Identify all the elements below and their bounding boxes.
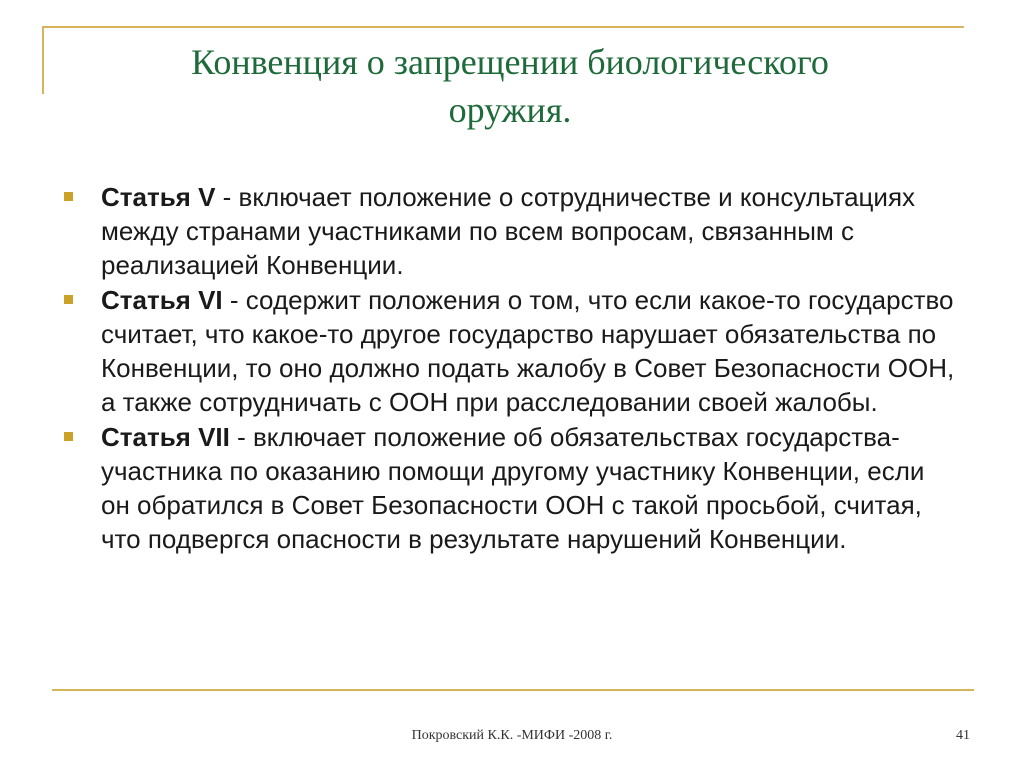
page-number: 41	[956, 728, 970, 743]
bullet-text: - включает положение об обязательствах государства-участника по оказанию помощи другому участнику Конвенции, если он обратился в Совет Безопасности ООН с такой просьбой, считая, что подвергся опасности в результате нарушений Конвенции.	[101, 422, 925, 554]
bullet-label: Статья V	[101, 182, 216, 212]
bullet-item	[60, 283, 960, 419]
bullet-item	[60, 420, 960, 556]
frame-bottom-line	[52, 689, 974, 691]
bullet-label: Статья VII	[101, 422, 230, 452]
slide-title	[60, 38, 960, 134]
bullet-text: - включает положение о сотрудничестве и консультациях между странами участниками по всем вопросам, связанным с реализацией Конвенции.	[101, 182, 916, 280]
title-line-1: Конвенция о запрещении биологического	[191, 42, 829, 82]
bullet-list	[60, 180, 960, 557]
title-line-2: оружия.	[448, 90, 572, 130]
square-bullet-icon	[64, 192, 73, 201]
square-bullet-icon	[64, 432, 73, 441]
bullet-text: - содержит положения о том, что если какое-то государство считает, что какое-то другое государство нарушает обязательства по Конвенции, то оно должно подать жалобу в Совет Безопасности ООН, а также сотрудничать с ООН при расследовании своей жалобы.	[101, 285, 955, 417]
frame-left-line	[42, 26, 44, 94]
footer-author: Покровский К.К. -МИФИ -2008 г.	[411, 728, 613, 743]
bullet-label: Статья VI	[101, 285, 223, 315]
bullet-item	[60, 180, 960, 282]
square-bullet-icon	[64, 295, 73, 304]
frame-top-line	[42, 26, 964, 28]
